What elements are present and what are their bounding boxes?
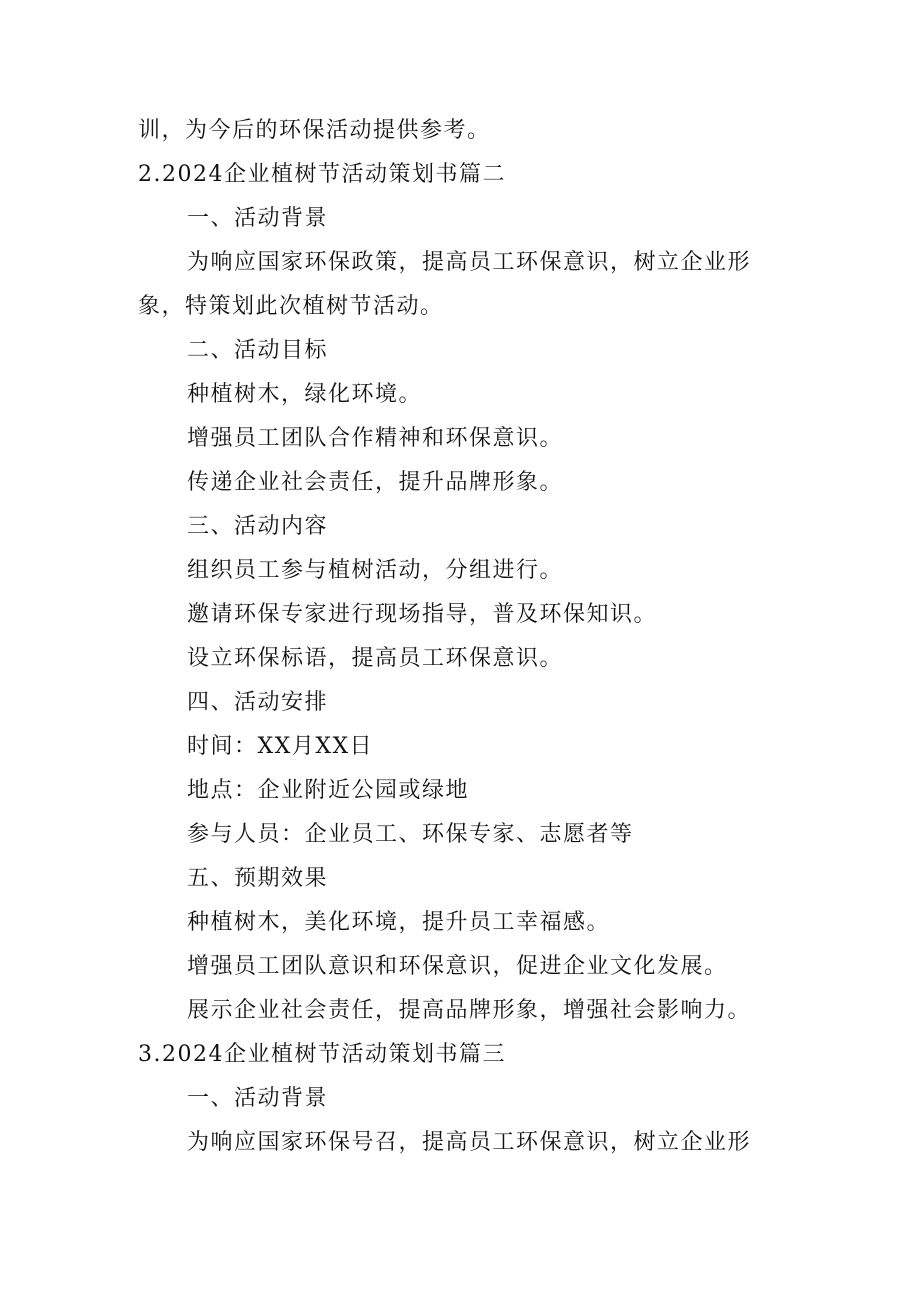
subheading-background: 一、活动背景 bbox=[187, 1086, 329, 1111]
paragraph-continuation: 训，为今后的环保活动提供参考。 bbox=[138, 118, 491, 143]
paragraph-line: 象，特策划此次植树节活动。 bbox=[138, 294, 444, 319]
paragraph-line: 传递企业社会责任，提升品牌形象。 bbox=[187, 470, 564, 495]
subheading-expected-results: 五、预期效果 bbox=[187, 866, 329, 891]
subheading-goals: 二、活动目标 bbox=[187, 338, 329, 363]
paragraph-line: 增强员工团队合作精神和环保意识。 bbox=[187, 426, 564, 451]
paragraph-line: 时间：XX月XX日 bbox=[187, 734, 374, 759]
paragraph-line: 增强员工团队意识和环保意识，促进企业文化发展。 bbox=[187, 954, 728, 979]
paragraph-line: 地点：企业附近公园或绿地 bbox=[187, 778, 470, 803]
paragraph-line: 为响应国家环保政策，提高员工环保意识，树立企业形 bbox=[187, 250, 752, 275]
subheading-arrangement: 四、活动安排 bbox=[187, 690, 329, 715]
paragraph-line: 组织员工参与植树活动，分组进行。 bbox=[187, 558, 564, 583]
paragraph-line: 为响应国家环保号召，提高员工环保意识，树立企业形 bbox=[187, 1130, 752, 1155]
paragraph-line: 展示企业社会责任，提高品牌形象，增强社会影响力。 bbox=[187, 998, 752, 1023]
paragraph-line: 邀请环保专家进行现场指导，普及环保知识。 bbox=[187, 602, 658, 627]
subheading-content: 三、活动内容 bbox=[187, 514, 329, 539]
section-heading-part-2: 2.2024企业植树节活动策划书篇二 bbox=[138, 162, 506, 187]
paragraph-line: 参与人员：企业员工、环保专家、志愿者等 bbox=[187, 822, 634, 847]
paragraph-line: 种植树木，绿化环境。 bbox=[187, 382, 423, 407]
paragraph-line: 种植树木，美化环境，提升员工幸福感。 bbox=[187, 910, 611, 935]
section-heading-part-3: 3.2024企业植树节活动策划书篇三 bbox=[138, 1042, 506, 1067]
paragraph-line: 设立环保标语，提高员工环保意识。 bbox=[187, 646, 564, 671]
subheading-background: 一、活动背景 bbox=[187, 206, 329, 231]
